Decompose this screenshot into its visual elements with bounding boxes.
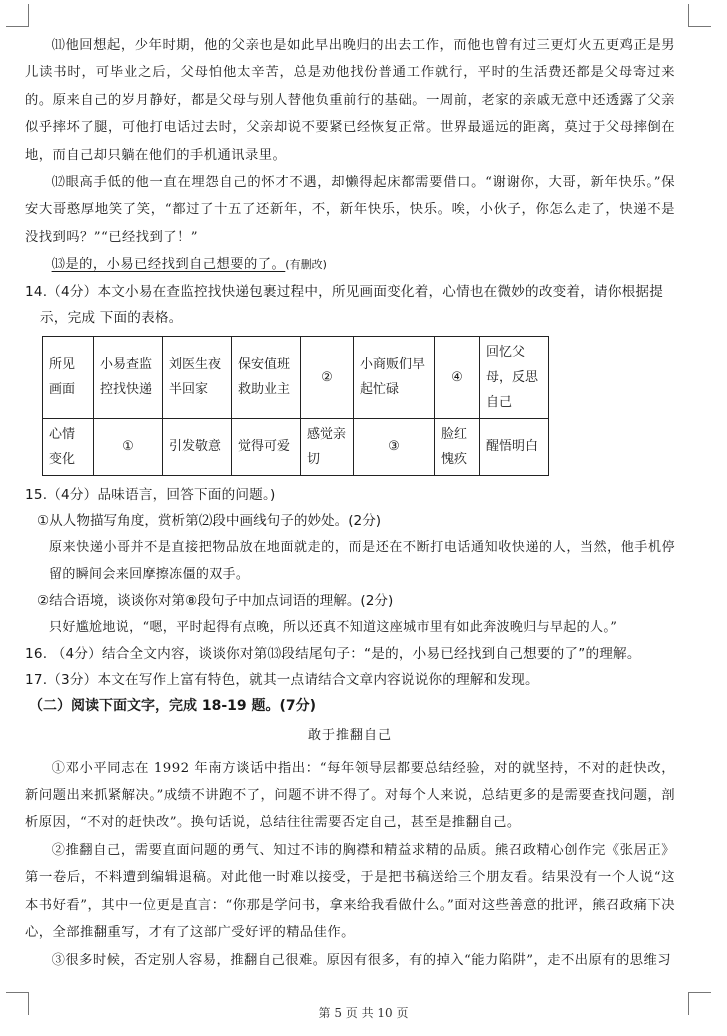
question-14: 14.（4分）本文小易在查监控找快递包裹过程中，所见画面变化着，心情也在微妙的改变着，请你根据提示，完成 下面的表格。 bbox=[25, 283, 663, 326]
table-cell: ② bbox=[301, 336, 354, 418]
paragraph-13 bbox=[25, 251, 675, 278]
question-15-sub-1: ①从人物描写角度，赏析第⑵段中画线句子的妙处。(2分) bbox=[37, 512, 382, 529]
paragraph-13-underlined: ⒀是的，小易已经找到自己想要的了。 bbox=[51, 257, 286, 273]
page-footer: 第 5 页 共 10 页 bbox=[318, 1006, 409, 1020]
question-15-quote-2: 只好尴尬地说，“嗯，平时起得有点晚，所以还真不知道这座城市里有如此奔波晚归与早起的人。” bbox=[49, 619, 618, 635]
section-2-heading: （二）阅读下面文字，完成 18-19 题。(7分) bbox=[29, 697, 317, 714]
article-paragraph-3: ③很多时候，否定别人容易，推翻自己很难。原因有很多，有的掉入“能力陷阱”，走不出原有的思维习 bbox=[51, 952, 671, 968]
table-cell: 醒悟明白 bbox=[480, 418, 549, 475]
table-row bbox=[43, 336, 549, 418]
crop-mark-top-right bbox=[688, 4, 711, 27]
question-16: 16. （4分）结合全文内容，谈谈你对第⒀段结尾句子：“是的，小易已经找到自己想要的了”的理解。 bbox=[25, 645, 641, 662]
edit-note: (有删改) bbox=[285, 258, 327, 272]
table-cell: ① bbox=[94, 418, 163, 475]
article-paragraph-2: ②推翻自己，需要直面问题的勇气、知过不讳的胸襟和精益求精的品质。熊召政精心创作完《张居正》第一卷后，不料遭到编辑退稿。对此他一时难以接受，于是把书稿送给三个朋友看。结果没有一个人说“这本书好看”，其中一位更是直言：“你那是学问书，拿来给我看做什么。”面对这些善意的批评，熊召政痛下决心，全部推翻重写，才有了这部广受好评的精品佳作。 bbox=[25, 842, 675, 941]
table-cell: 所见画面 bbox=[43, 336, 94, 418]
question-17: 17.（3分）本文在写作上富有特色，就其一点请结合文章内容说说你的理解和发现。 bbox=[25, 671, 539, 688]
question-15-quote-1: 原来快递小哥并不是直接把物品放在地面就走的，而是还在不断打电话通知收快递的人，当然，他手机停留的瞬间会来回摩擦冻僵的双手。 bbox=[49, 539, 675, 582]
table-cell: 回忆父母，反思自己 bbox=[480, 336, 549, 418]
question-15-sub-2: ②结合语境，谈谈你对第⑧段句子中加点词语的理解。(2分) bbox=[37, 592, 394, 609]
article-paragraph-1: ①邓小平同志在 1992 年南方谈话中指出：“每年领导层都要总结经验，对的就坚持，不对的赶快改，新问题出来抓紧解决。”成绩不讲跑不了，问题不讲不得了。对每个人来说，总结更多的是需要查找问题，剖析原因，“不对的赶快改”。换句话说，总结往往需要否定自己，甚至是推翻自己。 bbox=[25, 760, 675, 831]
table-cell: 心情变化 bbox=[43, 418, 94, 475]
table-cell: 小商贩们早起忙碌 bbox=[354, 336, 435, 418]
paragraph-12: ⑿眼高手低的他一直在埋怨自己的怀才不遇，却懒得起床都需要借口。“谢谢你，大哥，新年快乐。”保安大哥憨厚地笑了笑，“都过了十五了还新年，不，新年快乐，快乐。唉，小伙子，你怎么走了，快递不是没找到吗？”“已经找到了！” bbox=[25, 175, 675, 245]
table-cell: ④ bbox=[435, 336, 480, 418]
crop-mark-top-left bbox=[6, 4, 29, 27]
table-cell: 刘医生夜半回家 bbox=[163, 336, 232, 418]
page-content bbox=[25, 32, 675, 974]
answer-table bbox=[42, 336, 549, 476]
table-cell: ③ bbox=[354, 418, 435, 475]
table-row bbox=[43, 418, 549, 475]
table-cell: 引发敬意 bbox=[163, 418, 232, 475]
table-cell: 脸红愧疚 bbox=[435, 418, 480, 475]
table-cell: 保安值班救助业主 bbox=[232, 336, 301, 418]
table-cell: 感觉亲切 bbox=[301, 418, 354, 475]
table-cell: 觉得可爱 bbox=[232, 418, 301, 475]
paragraph-11: ⑾他回想起，少年时期，他的父亲也是如此早出晚归的出去工作，而他也曾有过三更灯火五更鸡正是男儿读书时，可毕业之后，父母怕他太辛苦，总是劝他找份普通工作就行，平时的生活费还都是父母寄过来的。原来自己的岁月静好，都是父母与别人替他负重前行的基础。一周前，老家的亲戚无意中还透露了父亲似乎摔坏了腿，可他打电话过去时，父亲却说不要紧已经恢复正常。世界最遥远的距离，莫过于父母摔倒在地，而自己却只躺在他们的手机通讯录里。 bbox=[25, 38, 675, 163]
table-cell: 小易查监控找快递 bbox=[94, 336, 163, 418]
question-15: 15.（4分）品味语言，回答下面的问题。) bbox=[25, 486, 276, 503]
article-title: 敢于推翻自己 bbox=[307, 727, 392, 743]
